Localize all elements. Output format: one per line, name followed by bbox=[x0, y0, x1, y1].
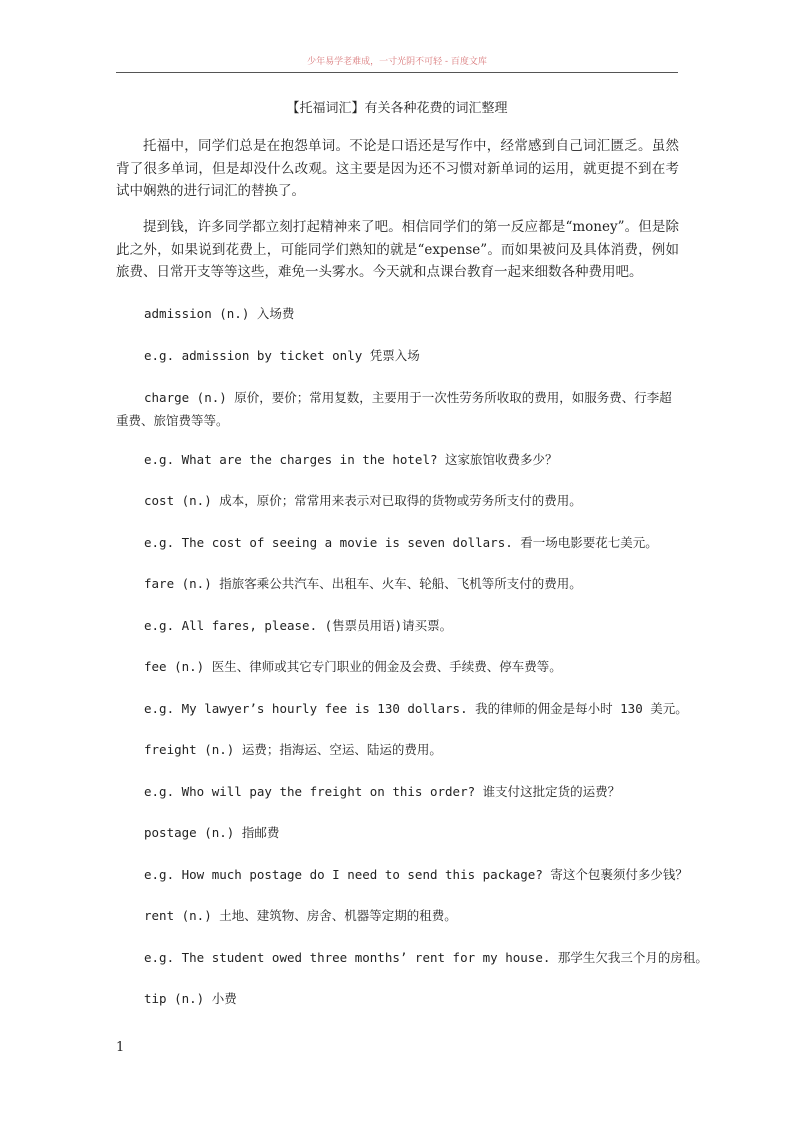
entry-fee-example: e.g. My lawyer’s hourly fee is 130 dollars. 我的律师的佣金是每小时 130 美元。 bbox=[144, 701, 688, 716]
entry-freight-definition: freight (n.) 运费；指海运、空运、陆运的费用。 bbox=[144, 742, 442, 757]
entry-fare-example: e.g. All fares, please. (售票员用语)请买票。 bbox=[144, 618, 453, 633]
entry-admission-example: e.g. admission by ticket only 凭票入场 bbox=[144, 348, 420, 363]
header-divider bbox=[116, 72, 678, 73]
document-title: 【托福词汇】有关各种花费的词汇整理 bbox=[286, 101, 508, 116]
entry-fare-definition: fare (n.) 指旅客乘公共汽车、出租车、火车、轮船、飞机等所支付的费用。 bbox=[144, 576, 582, 591]
page-number: 1 bbox=[116, 1040, 125, 1055]
entry-fee-definition: fee (n.) 医生、律师或其它专门职业的佣金及会费、手续费、停车费等。 bbox=[144, 659, 562, 674]
entry-cost-example: e.g. The cost of seeing a movie is seven dollars. 看一场电影要花七美元。 bbox=[144, 535, 658, 550]
entry-freight-example: e.g. Who will pay the freight on this order? 谁支付这批定货的运费？ bbox=[144, 784, 621, 799]
intro-paragraph-2: 提到钱，许多同学都立刻打起精神来了吧。相信同学们的第一反应都是“money”。但是除此之外，如果说到花费上，可能同学们熟知的就是“expense”。而如果被问及具体消费，例如旅费、日常开支等等这些，难免一头雾水。今天就和点课台教育一起来细数各种费用吧。 bbox=[116, 219, 679, 280]
entry-cost-definition: cost (n.) 成本，原价；常常用来表示对已取得的货物或劳务所支付的费用。 bbox=[144, 493, 582, 508]
entry-postage-definition: postage (n.) 指邮费 bbox=[144, 825, 280, 840]
entry-rent-definition: rent (n.) 土地、建筑物、房舍、机器等定期的租费。 bbox=[144, 908, 457, 923]
entry-charge-definition: charge (n.) 原价，要价；常用复数，主要用于一次性劳务所收取的费用，如服务费、行李超重费、旅馆费等等。 bbox=[116, 390, 672, 428]
header-slogan: 少年易学老难成，一寸光阴不可轻 - 百度文库 bbox=[307, 57, 487, 67]
intro-paragraph-1: 托福中，同学们总是在抱怨单词。不论是口语还是写作中，经常感到自己词汇匮乏。虽然背了很多单词，但是却没什么改观。这主要是因为还不习惯对新单词的运用，就更提不到在考试中娴熟的进行词汇的替换了。 bbox=[116, 138, 679, 199]
entry-admission-definition: admission (n.) 入场费 bbox=[144, 306, 295, 321]
entry-postage-example: e.g. How much postage do I need to send this package? 寄这个包裹须付多少钱？ bbox=[144, 867, 688, 882]
entry-rent-example: e.g. The student owed three months’ rent for my house. 那学生欠我三个月的房租。 bbox=[144, 950, 708, 965]
entry-tip-definition: tip (n.) 小费 bbox=[144, 991, 237, 1006]
entry-charge-example: e.g. What are the charges in the hotel? 这家旅馆收费多少？ bbox=[144, 452, 558, 467]
